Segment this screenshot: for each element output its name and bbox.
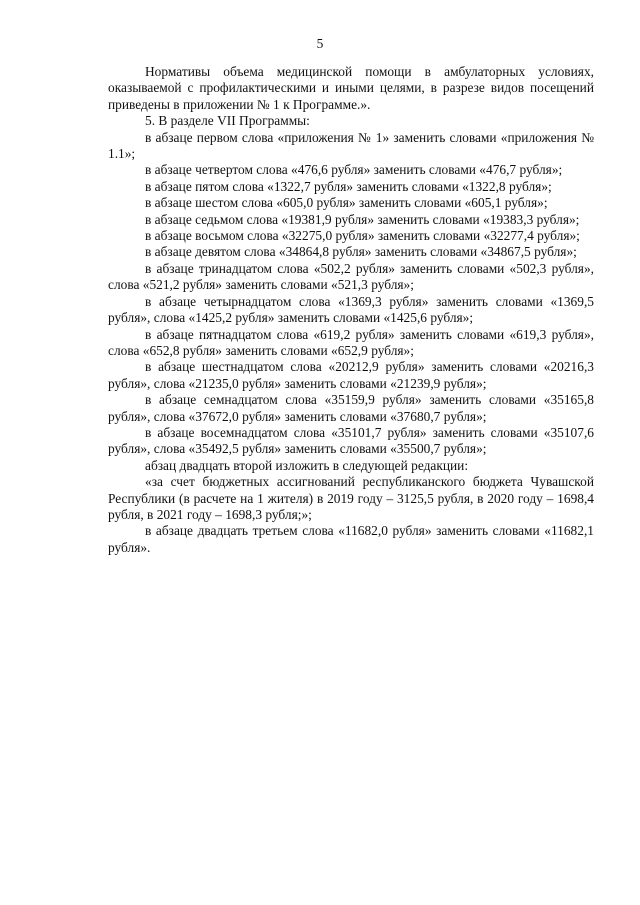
paragraph-amendment: в абзаце седьмом слова «19381,9 рубля» заменить словами «19383,3 рубля»;: [145, 211, 580, 227]
paragraph-amendment: в абзаце двадцать третьем слова «11682,0 рубля» заменить словами «11682,1 рубля».: [108, 523, 594, 555]
paragraph-intro-normatives: Нормативы объема медицинской помощи в амбулаторных условиях, оказываемой с профилактическими и иными целями, в разрезе видов посещений приведены в приложении № 1 к Программе.».: [108, 64, 594, 112]
page-number: 5: [316, 36, 324, 51]
paragraph-amendment: в абзаце тринадцатом слова «502,2 рубля» заменить словами «502,3 рубля», слова «521,2 рубля» заменить словами «521,3 рубля»;: [108, 260, 594, 293]
paragraph-amendment: в абзаце восьмом слова «32275,0 рубля» заменить словами «32277,4 рубля»;: [145, 228, 580, 244]
paragraph-amendment: в абзаце пятнадцатом слова «619,2 рубля» заменить словами «619,3 рубля», слова «652,8 рубля» заменить словами «652,9 рубля»;: [108, 326, 594, 358]
paragraph-amendment: в абзаце шестом слова «605,0 рубля» заменить словами «605,1 рубля»;: [145, 195, 548, 211]
paragraph-amendment: в абзаце четвертом слова «476,6 рубля» заменить словами «476,7 рубля»;: [145, 162, 563, 178]
document-body: [108, 64, 594, 556]
paragraph-new-wording: «за счет бюджетных ассигнований республиканского бюджета Чувашской Республики (в расчете на 1 жителя) в 2019 году – 3125,5 рубля, в 2020 году – 1698,4 рубля, в 2021 году – 1698,3 рубля;»;: [108, 474, 594, 522]
paragraph-amendment: в абзаце восемнадцатом слова «35101,7 рубля» заменить словами «35107,6 рубля», слова «35492,5 рубля» заменить словами «35500,7 рубля»;: [108, 424, 594, 457]
paragraph-amendment: в абзаце первом слова «приложения № 1» заменить словами «приложения № 1.1»;: [108, 129, 594, 162]
paragraph-amendment: в абзаце четырнадцатом слова «1369,3 рубля» заменить словами «1369,5 рубля», слова «1425,2 рубля» заменить словами «1425,6 рубля»;: [108, 293, 594, 326]
paragraph-amendment: в абзаце девятом слова «34864,8 рубля» заменить словами «34867,5 рубля»;: [145, 244, 577, 260]
paragraph-amendment: в абзаце семнадцатом слова «35159,9 рубля» заменить словами «35165,8 рубля», слова «37672,0 рубля» заменить словами «37680,7 рубля»;: [108, 392, 594, 424]
paragraph-section-heading: 5. В разделе VII Программы:: [145, 113, 310, 129]
paragraph-amendment: абзац двадцать второй изложить в следующей редакции:: [145, 457, 469, 473]
paragraph-amendment: в абзаце шестнадцатом слова «20212,9 рубля» заменить словами «20216,3 рубля», слова «21235,0 рубля» заменить словами «21239,9 рубля»;: [108, 359, 594, 391]
paragraph-amendment: в абзаце пятом слова «1322,7 рубля» заменить словами «1322,8 рубля»;: [145, 178, 552, 194]
